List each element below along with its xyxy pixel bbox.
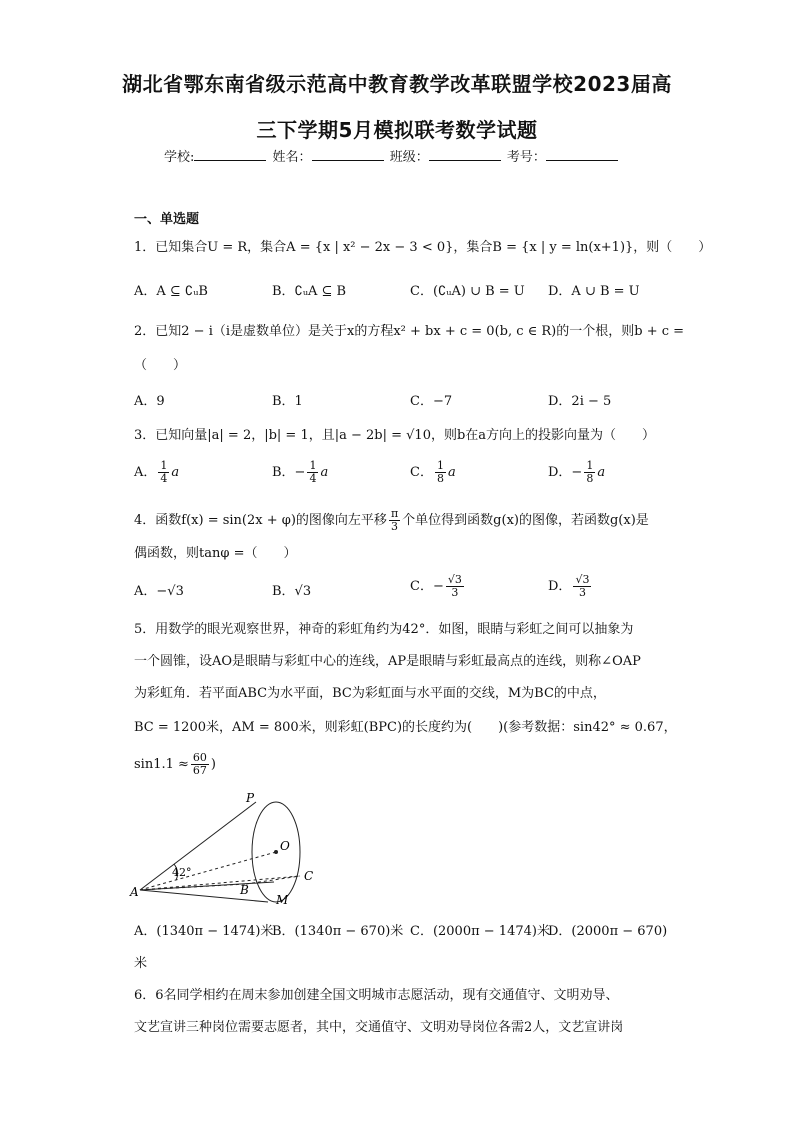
exam-title-line1: 湖北省鄂东南省级示范高中教育教学改革联盟学校2023届高	[122, 72, 672, 96]
q3-c-fraction: $\frac{1}{8}$	[436, 459, 444, 485]
label-M: M	[276, 893, 289, 906]
id-label: 考号：	[506, 150, 546, 165]
q4-pi-fraction: $\frac{\pi}{3}$	[390, 507, 399, 533]
name-blank[interactable]	[312, 148, 384, 161]
name-label: 姓名：	[272, 150, 312, 165]
label-C: C	[304, 869, 314, 883]
label-A: A	[130, 885, 139, 899]
q1-option-b: B．∁ᵤA ⊆ B	[272, 284, 347, 299]
question-2-stem: 2．已知2 − i（i是虚数单位）是关于x的方程x² + bx + c = 0(b, c ∈ R)的一个根，则b + c =	[134, 324, 685, 339]
label-O: O	[280, 839, 290, 853]
q4-option-b: B．√3	[272, 584, 312, 599]
question-3-stem: 3．已知向量|a| = 2，|b| = 1，且|a − 2b| = √10，则b在a方向上的投影向量为（ ）	[134, 428, 656, 443]
question-2-stem-cont: （ ）	[134, 358, 187, 373]
question-5-line2: 一个圆锥，设AO是眼睛与彩虹中心的连线，AP是眼睛与彩虹最高点的连线，则称∠OAP	[134, 654, 641, 669]
q1-option-d: D．A ∪ B = U	[548, 284, 640, 299]
q5-option-d: D．(2000π − 670)	[548, 924, 668, 939]
q2-option-b: B．1	[272, 394, 303, 409]
question-5-line4: BC = 1200米，AM = 800米，则彩虹(BPC)的长度约为( )(参考数据：sin42° ≈ 0.67，	[134, 720, 677, 735]
q3-option-a: A． $\frac{1}{4}$ a	[134, 459, 180, 485]
q2-option-a: A．9	[134, 394, 165, 409]
question-5-line3: 为彩虹角．若平面ABC为水平面，BC为彩虹面与水平面的交线，M为BC的中点，	[134, 686, 606, 701]
q3-option-b: B．− $\frac{1}{4}$ a	[272, 459, 329, 485]
rainbow-cone-figure	[128, 790, 328, 906]
label-angle: 42°	[172, 866, 192, 879]
q4-option-a: A．−√3	[134, 584, 184, 599]
q4-option-c: C．− $\frac{√3}{3}$	[410, 573, 462, 599]
q3-d-fraction: $\frac{1}{8}$	[586, 459, 594, 485]
q2-option-d: D．2i − 5	[548, 394, 612, 409]
label-B: B	[240, 883, 249, 897]
question-5-line1: 5．用数学的眼光观察世界，神奇的彩虹角约为42°．如图，眼睛与彩虹之间可以抽象为	[134, 622, 634, 637]
question-4-stem: 4．函数f(x) = sin(2x + φ)的图像向左平移 $\frac{\pi}{3}$ 个单位得到函数g(x)的图像，若函数g(x)是	[134, 507, 649, 533]
q1-option-a: A．A ⊆ ∁ᵤB	[134, 284, 208, 299]
section-heading: 一、单选题	[134, 212, 200, 227]
line-AM	[140, 882, 274, 890]
q5-option-b: B．(1340π − 670)米	[272, 924, 404, 939]
question-4-stem-cont: 偶函数，则tanφ =（ ）	[134, 546, 297, 561]
question-6-line1: 6．6名同学相约在周末参加创建全国文明城市志愿活动，现有交通值守、文明劝导、	[134, 988, 619, 1003]
question-6-line2: 文艺宣讲三种岗位需要志愿者，其中，交通值守、文明劝导岗位各需2人，文艺宣讲岗	[134, 1020, 624, 1035]
q4-d-fraction: $\frac{√3}{3}$	[575, 573, 590, 599]
school-blank[interactable]	[194, 148, 266, 161]
q5-option-c: C．(2000π − 1474)米	[410, 924, 550, 939]
label-P: P	[246, 791, 255, 805]
q3-a-fraction: $\frac{1}{4}$	[160, 459, 168, 485]
q3-option-d: D．− $\frac{1}{8}$ a	[548, 459, 606, 485]
q3-b-fraction: $\frac{1}{4}$	[309, 459, 317, 485]
q1-option-c: C．(∁ᵤA) ∪ B = U	[410, 284, 525, 299]
q2-option-c: C．−7	[410, 394, 453, 409]
q5-option-d-tail: 米	[134, 956, 148, 971]
q4-option-d: D． $\frac{√3}{3}$	[548, 573, 590, 599]
question-5-line5: sin1.1 ≈ $\frac{60}{67}$ )	[134, 751, 216, 777]
point-O	[274, 850, 278, 854]
q3-option-c: C． $\frac{1}{8}$ a	[410, 459, 456, 485]
class-label: 班级：	[389, 150, 429, 165]
q5-option-a: A．(1340π − 1474)米	[134, 924, 274, 939]
cone-edge-upper	[140, 802, 256, 890]
school-label: 学校:	[164, 150, 195, 165]
id-blank[interactable]	[546, 148, 618, 161]
class-blank[interactable]	[429, 148, 501, 161]
student-info-row	[164, 146, 620, 165]
question-1-stem: 1．已知集合U = R，集合A = {x | x² − 2x − 3 < 0}，集合B = {x | y = ln(x+1)}，则（ ）	[134, 240, 712, 255]
exam-title-line2: 三下学期5月模拟联考数学试题	[256, 118, 538, 142]
q5-sin-fraction: $\frac{60}{67}$	[192, 751, 207, 777]
q4-c-fraction: $\frac{√3}{3}$	[447, 573, 462, 599]
